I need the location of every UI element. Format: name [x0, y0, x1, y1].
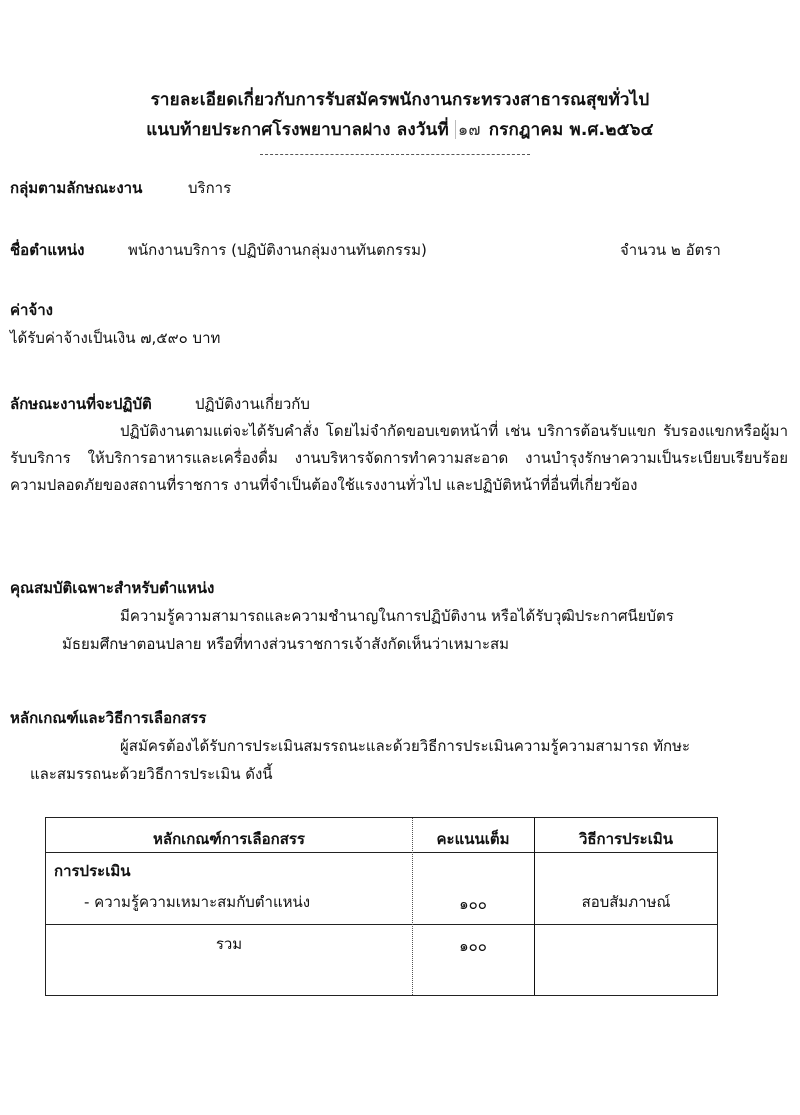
duties-text: ปฏิบัติงานตามแต่จะได้รับคำสั่ง โดยไม่จำกัดขอบเขตหน้าที่ เช่น บริการต้อนรับแขก รับรองแขกหรือผู้มารับบริการ ให้บริการอาหารและเครื่องดื่ม งานบริหารจัดการทำความสะอาด งานบำรุงรักษาความเป็นระเบียบเรียบร้อย ความปลอดภัยของสถานที่ราชการ งานที่จำเป็นต้องใช้แรงงานทั่วไป และปฏิบัติหน้าที่อื่นที่เกี่ยวข้อง — [10, 422, 788, 494]
job-group-value: บริการ — [188, 179, 232, 197]
title-prefix: แนบท้ายประกาศโรงพยาบาลฝาง ลงวันที่ — [146, 120, 449, 140]
row-method: สอบสัมภาษณ์ — [581, 893, 671, 911]
total-score: ๑๐๐ — [459, 937, 487, 955]
duties-body — [10, 418, 788, 499]
wage-label: ค่าจ้าง — [10, 301, 53, 319]
selection-criteria-table — [45, 817, 718, 996]
title-separator — [260, 154, 530, 155]
position-value: พนักงานบริการ (ปฏิบัติงานกลุ่มงานทันตกรรม) — [128, 241, 427, 259]
total-divider — [46, 924, 717, 925]
duties-intro: ปฏิบัติงานเกี่ยวกับ — [195, 395, 310, 413]
header-method: วิธีการประเมิน — [578, 830, 674, 848]
row-score: ๑๐๐ — [459, 895, 487, 913]
total-label: รวม — [215, 935, 243, 953]
qualifications-line2: มัธยมศึกษาตอนปลาย หรือที่ทางส่วนราชการเจ้าสังกัดเห็นว่าเหมาะสม — [62, 635, 510, 653]
duties-label: ลักษณะงานที่จะปฏิบัติ — [10, 395, 152, 413]
selection-label: หลักเกณฑ์และวิธีการเลือกสรร — [10, 709, 207, 727]
position-label: ชื่อตำแหน่ง — [10, 241, 85, 259]
header-full-score: คะแนนเต็ม — [436, 830, 510, 848]
job-group-label: กลุ่มตามลักษณะงาน — [10, 179, 143, 197]
document-title-line1: รายละเอียดเกี่ยวกับการรับสมัครพนักงานกระทรวงสาธารณสุขทั่วไป — [150, 90, 650, 110]
handwritten-date: ๑๗ — [455, 120, 483, 139]
qualifications-label: คุณสมบัติเฉพาะสำหรับตำแหน่ง — [10, 579, 215, 597]
header-criteria: หลักเกณฑ์การเลือกสรร — [153, 830, 305, 848]
title-suffix: กรกฎาคม พ.ศ.๒๕๖๔ — [488, 120, 654, 140]
section-label: การประเมิน — [54, 862, 131, 880]
header-divider — [46, 852, 717, 853]
document-title-line2 — [0, 116, 800, 143]
position-count: จำนวน ๒ อัตรา — [620, 241, 721, 259]
wage-value: ได้รับค่าจ้างเป็นเงิน ๗,๕๙๐ บาท — [10, 329, 221, 347]
row-criterion: - ความรู้ความเหมาะสมกับตำแหน่ง — [84, 893, 311, 911]
qualifications-line1: มีความรู้ความสามารถและความชำนาญในการปฏิบัติงาน หรือได้รับวุฒิประกาศนียบัตร — [120, 607, 674, 625]
selection-line2: และสมรรถนะด้วยวิธีการประเมิน ดังนี้ — [30, 765, 273, 783]
selection-line1: ผู้สมัครต้องได้รับการประเมินสมรรถนะและด้วยวิธีการประเมินความรู้ความสามารถ ทักษะ — [120, 737, 691, 755]
